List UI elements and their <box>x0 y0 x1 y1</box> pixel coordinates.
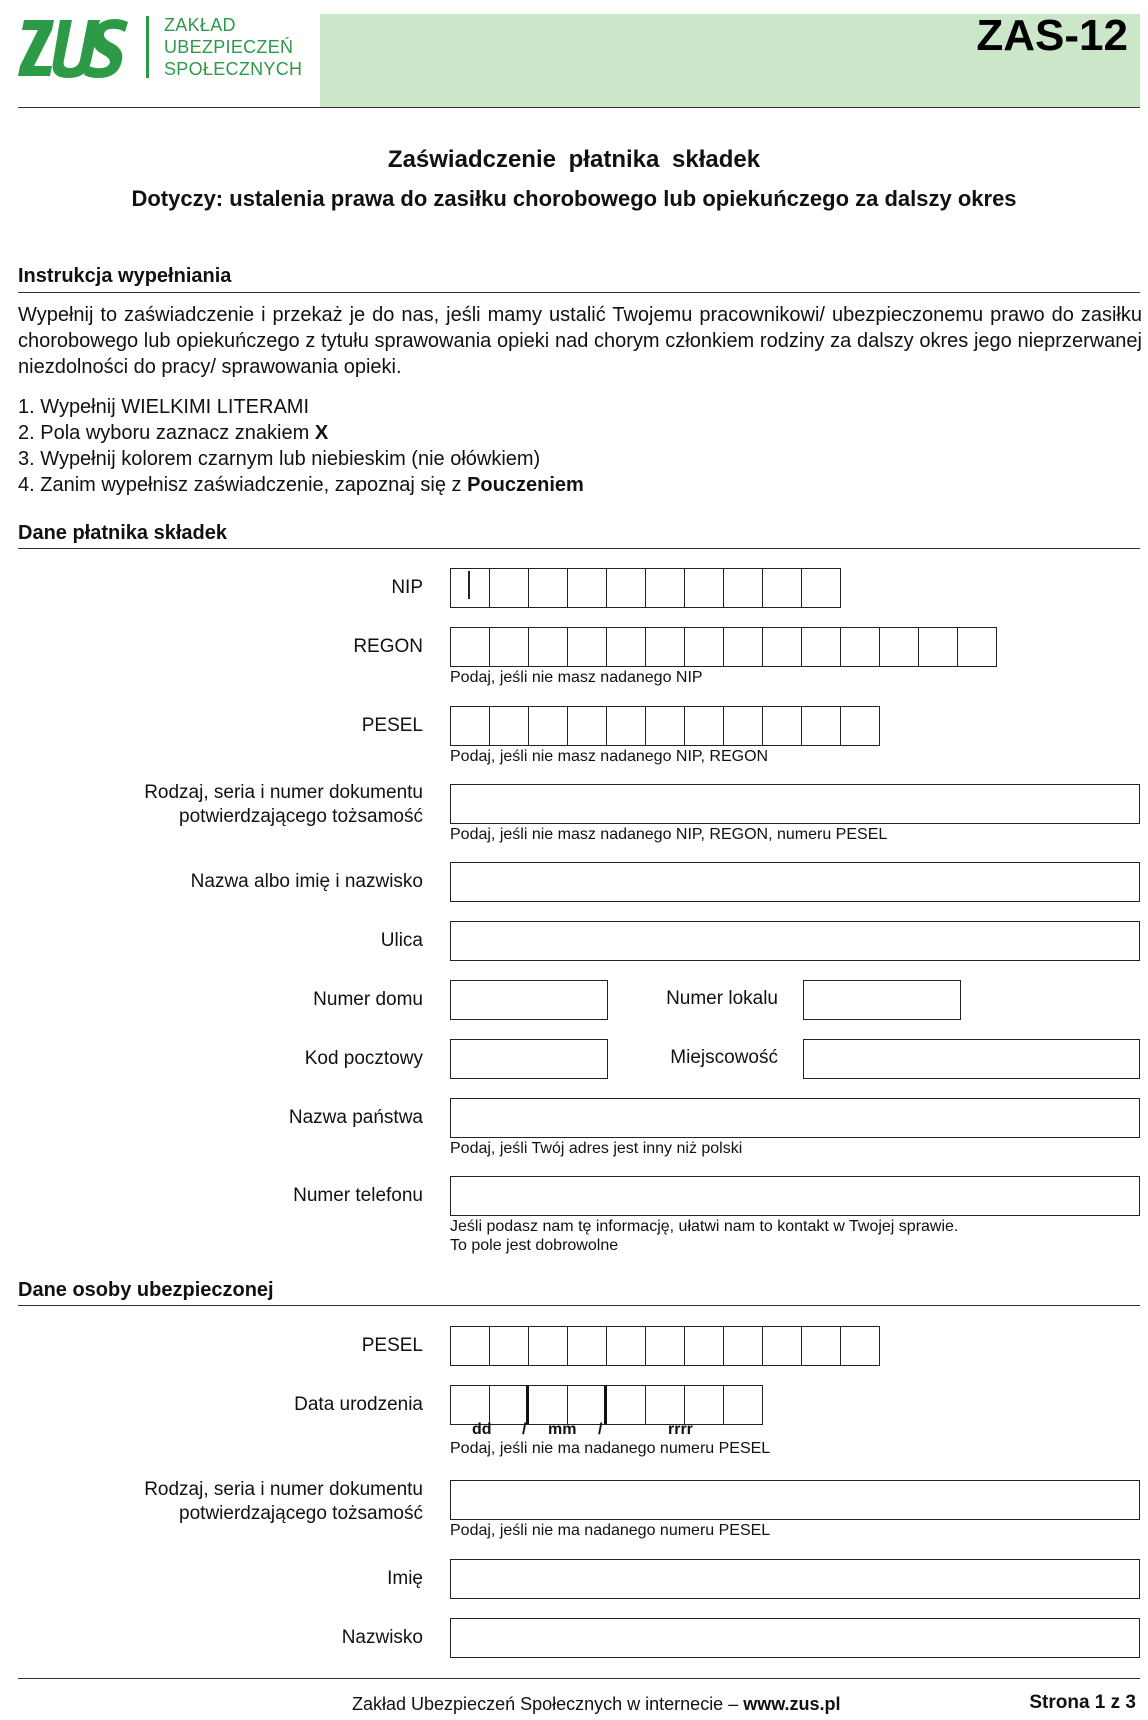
header-divider <box>18 107 1140 108</box>
org-name <box>164 14 302 80</box>
city-input[interactable] <box>803 1039 1140 1079</box>
instruction-item: 1. Wypełnij WIELKIMI LITERAMI <box>18 396 309 418</box>
postal-code-label: Kod pocztowy <box>304 1048 423 1069</box>
footer-text <box>352 1694 841 1715</box>
org-name-line1: ZAKŁAD <box>164 15 236 35</box>
instruction-item <box>18 420 584 446</box>
insured-pesel-input[interactable] <box>450 1326 880 1366</box>
payer-id-doc-label-line1: Rodzaj, seria i numer dokumentu <box>144 782 423 803</box>
birth-date-label: Data urodzenia <box>294 1394 423 1415</box>
flat-number-label: Numer lokalu <box>666 988 778 1009</box>
street-input[interactable] <box>450 921 1140 961</box>
birth-date-day-legend: dd <box>472 1421 492 1438</box>
insured-id-doc-input[interactable] <box>450 1480 1140 1520</box>
first-name-label: Imię <box>387 1568 423 1589</box>
phone-label: Numer telefonu <box>293 1185 423 1206</box>
regon-label: REGON <box>353 636 423 657</box>
zus-logo-icon <box>18 14 130 82</box>
document-subtitle: Dotyczy: ustalenia prawa do zasiłku chorobowego lub opiekuńczego za dalszy okres <box>131 186 1017 211</box>
payer-pesel-hint: Podaj, jeśli nie masz nadanego NIP, REGON <box>450 748 769 765</box>
house-number-input[interactable] <box>450 980 608 1020</box>
instruction-item: 3. Wypełnij kolorem czarnym lub niebieskim (nie ołówkiem) <box>18 448 541 470</box>
payer-id-doc-hint: Podaj, jeśli nie masz nadanego NIP, REGON, numeru PESEL <box>450 826 888 843</box>
phone-hint-line1: Jeśli podasz nam tę informację, ułatwi nam to kontakt w Twojej sprawie. <box>450 1218 959 1235</box>
footer-website-link[interactable]: www.zus.pl <box>743 1694 841 1714</box>
instruction-text: 4. Zanim wypełnisz zaświadczenie, zapoznaj się z <box>18 474 468 496</box>
insured-id-doc-label-line2: potwierdzającego tożsamość <box>179 1503 423 1524</box>
insured-pesel-label: PESEL <box>361 1335 423 1356</box>
text-cursor <box>468 571 470 599</box>
zus-logo <box>18 14 303 84</box>
payer-pesel-label: PESEL <box>361 715 423 736</box>
city-label: Miejscowość <box>670 1047 778 1068</box>
flat-number-input[interactable] <box>803 980 961 1020</box>
country-hint: Podaj, jeśli Twój adres jest inny niż polski <box>450 1140 743 1157</box>
birth-date-input[interactable] <box>450 1385 763 1425</box>
payer-heading: Dane płatnika składek <box>18 522 227 544</box>
payer-id-doc-input[interactable] <box>450 784 1140 824</box>
org-name-line3: SPOŁECZNYCH <box>164 59 303 79</box>
instructions-divider <box>18 292 1140 293</box>
phone-hint <box>450 1217 958 1255</box>
last-name-input[interactable] <box>450 1618 1140 1658</box>
footer-caption: Zakład Ubezpieczeń Społecznych w internecie – <box>352 1694 744 1714</box>
payer-name-label: Nazwa albo imię i nazwisko <box>190 871 423 892</box>
nip-label: NIP <box>391 577 423 598</box>
document-title: Zaświadczenie płatnika składek <box>387 146 761 173</box>
birth-date-separator: / <box>598 1421 603 1438</box>
instruction-text: 2. Pola wyboru zaznacz znakiem <box>18 422 315 444</box>
birth-date-separator: / <box>522 1421 527 1438</box>
nip-input[interactable] <box>450 568 841 608</box>
first-name-input[interactable] <box>450 1559 1140 1599</box>
postal-code-input[interactable] <box>450 1039 608 1079</box>
payer-id-doc-label-line2: potwierdzającego tożsamość <box>179 806 423 827</box>
country-label: Nazwa państwa <box>288 1107 423 1128</box>
insured-heading: Dane osoby ubezpieczonej <box>18 1279 274 1301</box>
org-name-line2: UBEZPIECZEŃ <box>164 37 294 57</box>
instructions-intro: Wypełnij to zaświadczenie i przekaż je do nas, jeśli mamy ustalić Twojemu pracownikowi/ ubezpieczonemu prawo do zasiłku chorobowego lub opiekuńczego z tytułu sprawowania opieki nad chorym członkiem rodziny za dalszy okres jego nieprzerwanej niezdolności do pracy/ sprawowania opieki. <box>18 304 1142 378</box>
birth-date-hint: Podaj, jeśli nie ma nadanego numeru PESEL <box>450 1440 771 1457</box>
page-number: Strona 1 z 3 <box>1029 1692 1136 1713</box>
house-number-label: Numer domu <box>313 989 423 1010</box>
regon-input[interactable] <box>450 627 997 667</box>
footer-divider <box>18 1678 1140 1679</box>
instruction-item <box>18 472 584 498</box>
birth-date-month-legend: mm <box>548 1421 577 1438</box>
birth-date-year-legend: rrrr <box>668 1421 693 1438</box>
last-name-label: Nazwisko <box>341 1627 423 1648</box>
payer-pesel-input[interactable] <box>450 706 880 746</box>
payer-divider <box>18 548 1140 549</box>
form-code: ZAS-12 <box>976 11 1128 60</box>
insured-id-doc-label-line1: Rodzaj, seria i numer dokumentu <box>144 1479 423 1500</box>
insured-id-doc-label <box>144 1478 423 1526</box>
phone-hint-line2: To pole jest dobrowolne <box>450 1237 619 1254</box>
instructions-list <box>18 394 584 498</box>
insured-divider <box>18 1305 1140 1306</box>
payer-id-doc-label <box>144 781 423 829</box>
insured-id-doc-hint: Podaj, jeśli nie ma nadanego numeru PESEL <box>450 1522 771 1539</box>
instruction-emphasis: Pouczeniem <box>467 474 584 496</box>
instruction-mark: X <box>314 422 329 444</box>
logo-divider <box>146 16 149 78</box>
phone-input[interactable] <box>450 1176 1140 1216</box>
instructions-heading: Instrukcja wypełniania <box>18 265 232 287</box>
payer-name-input[interactable] <box>450 862 1140 902</box>
regon-hint: Podaj, jeśli nie masz nadanego NIP <box>450 669 703 686</box>
street-label: Ulica <box>380 930 423 951</box>
country-input[interactable] <box>450 1098 1140 1138</box>
